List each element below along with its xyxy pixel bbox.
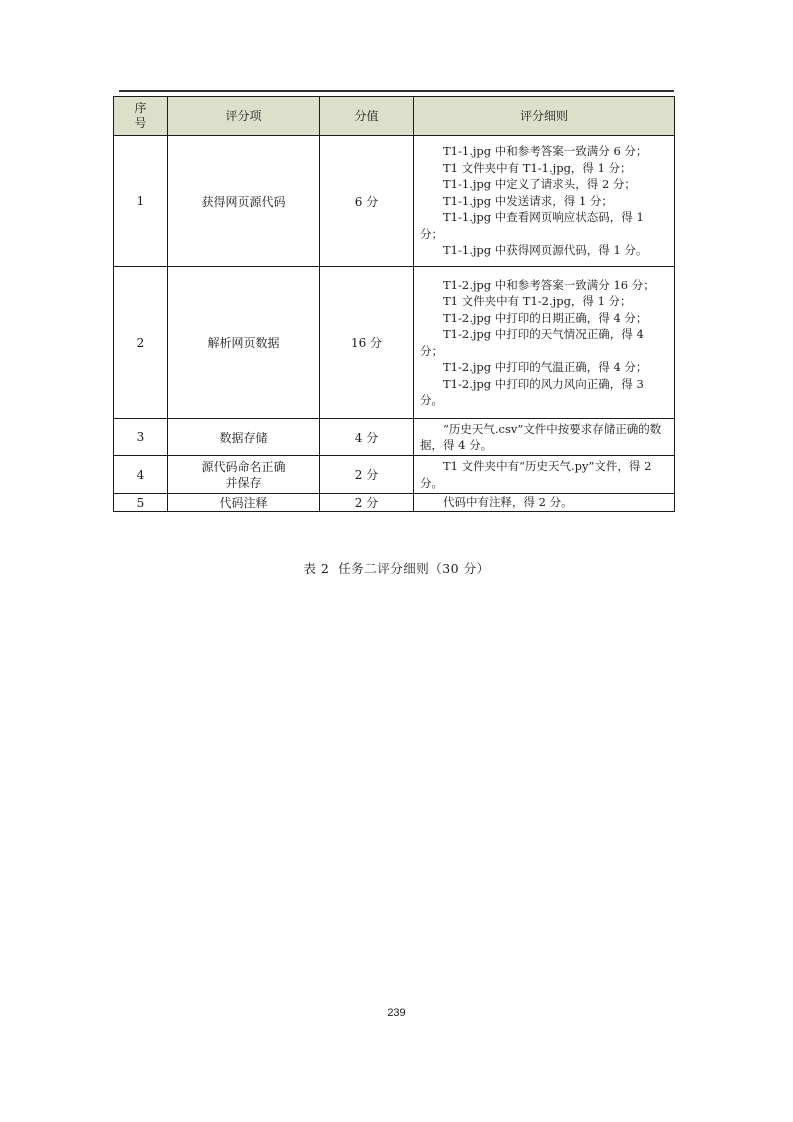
row-index: 4 xyxy=(114,456,168,494)
rule-line: T1 文件夹中有 T1-1.jpg，得 1 分； xyxy=(443,160,632,175)
page-header-rule xyxy=(119,90,674,92)
rule-line: T1 文件夹中有“历史天气.py”文件，得 2 分。 xyxy=(420,459,652,490)
rule-line: “历史天气.csv”文件中按要求存储正确的数据，得 4 分。 xyxy=(420,421,662,452)
rule-line: T1-2.jpg 中打印的风力风向正确，得 3 分。 xyxy=(420,376,644,407)
table-row xyxy=(114,136,675,267)
table-header-row xyxy=(114,97,675,136)
row-item: 解析网页数据 xyxy=(168,267,320,419)
row-score: 6 分 xyxy=(320,136,414,267)
row-index: 3 xyxy=(114,419,168,456)
row-item: 数据存储 xyxy=(168,419,320,456)
row-rules xyxy=(414,419,675,456)
row-item: 代码注释 xyxy=(168,494,320,512)
rule-line: T1-2.jpg 中和参考答案一致满分 16 分； xyxy=(443,277,655,292)
table-row xyxy=(114,267,675,419)
row-index: 2 xyxy=(114,267,168,419)
header-score: 分值 xyxy=(320,97,414,136)
rule-line: T1-2.jpg 中打印的天气情况正确，得 4 分； xyxy=(420,327,644,358)
row-score: 16 分 xyxy=(320,267,414,419)
grading-table xyxy=(113,96,675,512)
rule-line: T1-1.jpg 中获得网页源代码，得 1 分。 xyxy=(443,243,648,258)
row-item: 获得网页源代码 xyxy=(168,136,320,267)
header-index: 序 号 xyxy=(114,97,168,136)
table-row xyxy=(114,419,675,456)
table-caption: 表 2 任务二评分细则（30 分） xyxy=(303,561,490,576)
table-row xyxy=(114,456,675,494)
row-index: 5 xyxy=(114,494,168,512)
row-rules xyxy=(414,494,675,512)
row-rules xyxy=(414,267,675,419)
row-score: 2 分 xyxy=(320,494,414,512)
table-row xyxy=(114,494,675,512)
row-index: 1 xyxy=(114,136,168,267)
rule-line: T1-1.jpg 中发送请求，得 1 分； xyxy=(443,193,613,208)
rule-line: T1-2.jpg 中打印的气温正确，得 4 分； xyxy=(443,360,648,374)
row-item: 源代码命名正确并保存 xyxy=(168,456,320,494)
row-score: 2 分 xyxy=(320,456,414,494)
row-score: 4 分 xyxy=(320,419,414,456)
header-rules: 评分细则 xyxy=(414,97,675,136)
rule-line: T1-1.jpg 中和参考答案一致满分 6 分； xyxy=(443,144,648,159)
row-rules xyxy=(414,136,675,267)
rule-line: T1-1.jpg 中查看网页响应状态码，得 1 分； xyxy=(420,210,644,241)
rule-line: 代码中有注释，得 2 分。 xyxy=(443,495,573,510)
row-rules xyxy=(414,456,675,494)
rule-line: T1-1.jpg 中定义了请求头，得 2 分； xyxy=(443,177,636,192)
rule-line: T1-2.jpg 中打印的日期正确，得 4 分； xyxy=(443,310,648,325)
rule-line: T1 文件夹中有 T1-2.jpg，得 1 分； xyxy=(443,294,632,308)
page-number: 239 xyxy=(387,1007,406,1019)
header-item: 评分项 xyxy=(168,97,320,136)
